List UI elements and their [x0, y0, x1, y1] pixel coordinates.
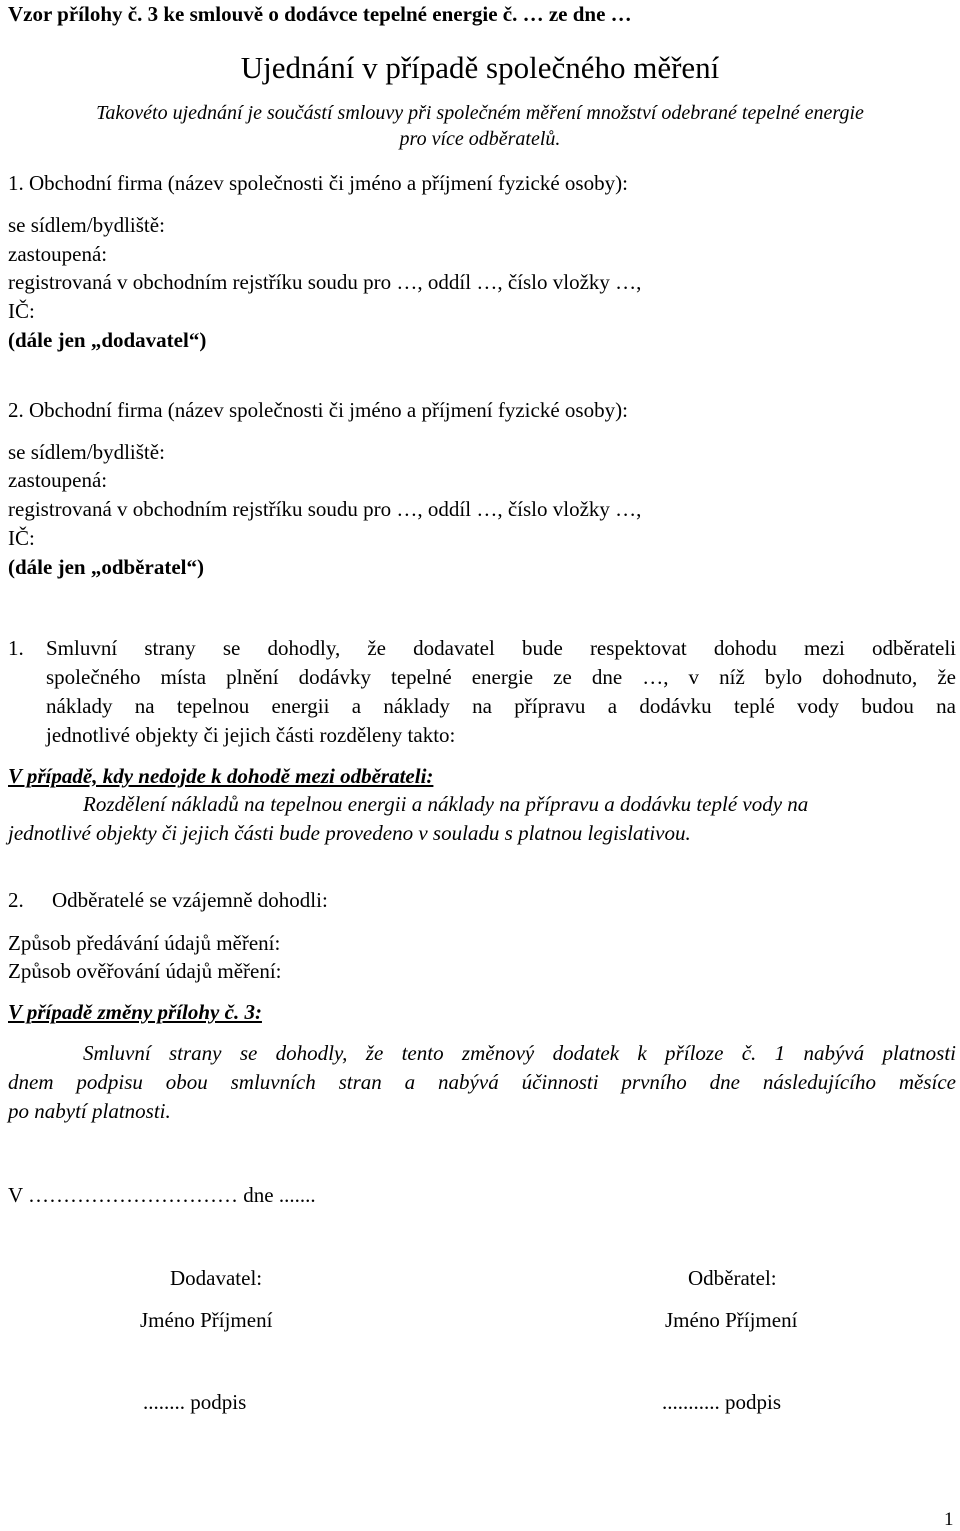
party1-seat: se sídlem/bydliště: — [8, 213, 165, 237]
party1-role: (dále jen „dodavatel“) — [8, 328, 207, 352]
clause1-paragraph — [46, 634, 956, 750]
party1-ic: IČ: — [8, 299, 35, 323]
supplier-label: Dodavatel: — [170, 1266, 263, 1290]
party2-ic: IČ: — [8, 526, 35, 550]
clause2-number: 2. — [8, 888, 24, 912]
party1-represented: zastoupená: — [8, 242, 108, 266]
clause1-line-1: Smluvní strany se dohodly, že dodavatel bude respektovat dohodu mezi odběrateli — [46, 636, 956, 660]
measurement-transfer-method: Způsob předávání údajů měření: — [8, 931, 281, 955]
party2-registered: registrovaná v obchodním rejstříku soudu pro …, oddíl …, číslo vložky …, — [8, 497, 642, 521]
place-date-line: V ………………………… dne ....... — [8, 1183, 316, 1207]
change-paragraph — [8, 1039, 956, 1126]
change-heading: V případě změny přílohy č. 3: — [8, 1000, 262, 1024]
supplier-signature: ........ podpis — [143, 1390, 247, 1414]
no-agreement-line-2: jednotlivé objekty či jejich části bude provedeno v souladu s platnou legislativou. — [8, 821, 691, 845]
customer-signature: ........... podpis — [662, 1390, 782, 1414]
change-line-2: dnem podpisu obou smluvních stran a nabývá účinnosti prvního dne následujícího měsíce — [8, 1070, 956, 1094]
party1-registered: registrovaná v obchodním rejstříku soudu pro …, oddíl …, číslo vložky …, — [8, 270, 642, 294]
party2-role: (dále jen „odběratel“) — [8, 555, 204, 579]
change-line-3: po nabytí platnosti. — [8, 1099, 171, 1123]
document-header-line: Vzor přílohy č. 3 ke smlouvě o dodávce tepelné energie č. … ze dne … — [8, 2, 632, 26]
subtitle-line-2: pro více odběratelů. — [399, 128, 561, 150]
customer-name: Jméno Příjmení — [665, 1308, 798, 1332]
party1-firm: 1. Obchodní firma (název společnosti či jméno a příjmení fyzické osoby): — [8, 171, 628, 195]
party2-seat: se sídlem/bydliště: — [8, 440, 165, 464]
page-number: 1 — [944, 1509, 954, 1530]
measurement-verification-method: Způsob ověřování údajů měření: — [8, 959, 282, 983]
no-agreement-line-1: Rozdělení nákladů na tepelnou energii a náklady na přípravu a dodávku teplé vody na — [83, 792, 809, 816]
no-agreement-paragraph — [8, 790, 956, 848]
subtitle-line-1: Takovéto ujednání je součástí smlouvy při společném měření množství odebrané tepelné energie — [96, 102, 864, 124]
supplier-name: Jméno Příjmení — [140, 1308, 273, 1332]
clause1-line-4: jednotlivé objekty či jejich části rozděleny takto: — [46, 723, 456, 747]
clause1-line-3: náklady na tepelnou energii a náklady na přípravu a dodávku teplé vody budou na — [46, 694, 956, 718]
no-agreement-heading: V případě, kdy nedojde k dohodě mezi odběrateli: — [8, 764, 434, 788]
customer-label: Odběratel: — [688, 1266, 777, 1290]
change-line-1: Smluvní strany se dohodly, že tento změnový dodatek k příloze č. 1 nabývá platnosti — [83, 1041, 956, 1065]
clause1-line-2: společného místa plnění dodávky tepelné energie ze dne …, v níž bylo dohodnuto, že — [46, 665, 956, 689]
clause2-text: Odběratelé se vzájemně dohodli: — [52, 888, 328, 912]
document-title: Ujednání v případě společného měření — [240, 50, 720, 85]
party2-represented: zastoupená: — [8, 468, 108, 492]
clause1-number: 1. — [8, 636, 24, 660]
party2-firm: 2. Obchodní firma (název společnosti či jméno a příjmení fyzické osoby): — [8, 398, 628, 422]
